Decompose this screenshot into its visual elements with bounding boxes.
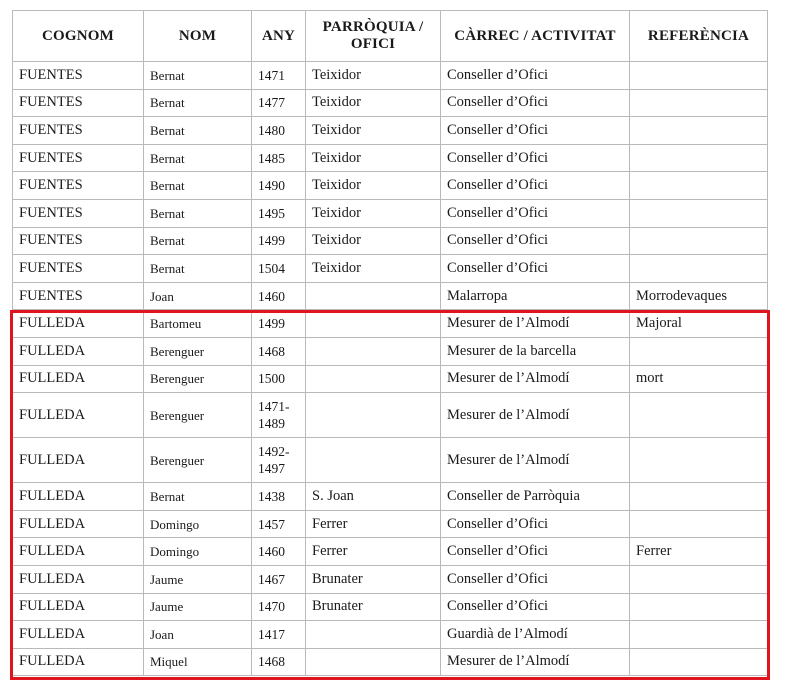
cell-parroquia: Ferrer [306, 538, 441, 566]
cell-carrec: Malarropa [441, 282, 630, 310]
cell-cognom: FUENTES [13, 62, 144, 90]
cell-cognom: FUENTES [13, 199, 144, 227]
cell-carrec: Conseller d’Ofici [441, 117, 630, 145]
cell-parroquia [306, 648, 441, 676]
cell-any: 1438 [252, 483, 306, 511]
cell-carrec: Conseller d’Ofici [441, 62, 630, 90]
cell-carrec: Mesurer de l’Almodí [441, 310, 630, 338]
cell-referencia [630, 593, 768, 621]
cell-any: 1468 [252, 648, 306, 676]
cell-referencia: Ferrer [630, 538, 768, 566]
cell-carrec: Conseller de Parròquia [441, 483, 630, 511]
cell-referencia [630, 621, 768, 649]
cell-nom: Bernat [144, 227, 252, 255]
cell-parroquia: Teixidor [306, 62, 441, 90]
cell-cognom: FULLEDA [13, 393, 144, 438]
cell-nom: Joan [144, 282, 252, 310]
cell-any: 1471-1489 [252, 393, 306, 438]
cell-any: 1457 [252, 510, 306, 538]
cell-referencia [630, 172, 768, 200]
cell-parroquia: Teixidor [306, 227, 441, 255]
cell-nom: Bernat [144, 172, 252, 200]
cell-any: 1470 [252, 593, 306, 621]
cell-any: 1468 [252, 337, 306, 365]
cell-carrec: Conseller d’Ofici [441, 565, 630, 593]
cell-carrec: Conseller d’Ofici [441, 255, 630, 283]
cell-nom: Jaume [144, 593, 252, 621]
cell-any: 1480 [252, 117, 306, 145]
table-row [13, 510, 768, 538]
cell-parroquia: Teixidor [306, 144, 441, 172]
cell-carrec: Conseller d’Ofici [441, 89, 630, 117]
cell-cognom: FULLEDA [13, 565, 144, 593]
cell-referencia [630, 89, 768, 117]
cell-carrec: Conseller d’Ofici [441, 199, 630, 227]
cell-referencia [630, 648, 768, 676]
cell-parroquia: Teixidor [306, 255, 441, 283]
table-row [13, 89, 768, 117]
cell-carrec: Conseller d’Ofici [441, 144, 630, 172]
cell-any: 1417 [252, 621, 306, 649]
cell-cognom: FULLEDA [13, 593, 144, 621]
cell-referencia [630, 337, 768, 365]
table-row [13, 538, 768, 566]
cell-parroquia [306, 310, 441, 338]
cell-nom: Berenguer [144, 337, 252, 365]
table-row [13, 62, 768, 90]
col-header-carrec: CÀRREC / ACTIVITAT [441, 11, 630, 62]
col-header-referencia: REFERÈNCIA [630, 11, 768, 62]
table-row [13, 648, 768, 676]
table-row [13, 255, 768, 283]
table-row [13, 565, 768, 593]
cell-parroquia: Teixidor [306, 89, 441, 117]
cell-any: 1485 [252, 144, 306, 172]
cell-any: 1500 [252, 365, 306, 393]
table-row [13, 282, 768, 310]
cell-referencia [630, 565, 768, 593]
cell-carrec: Guardià de l’Almodí [441, 621, 630, 649]
cell-nom: Bernat [144, 483, 252, 511]
cell-cognom: FULLEDA [13, 438, 144, 483]
cell-parroquia: Teixidor [306, 117, 441, 145]
cell-cognom: FUENTES [13, 117, 144, 145]
cell-any: 1504 [252, 255, 306, 283]
cell-cognom: FUENTES [13, 255, 144, 283]
cell-cognom: FULLEDA [13, 365, 144, 393]
col-header-cognom: COGNOM [13, 11, 144, 62]
cell-referencia [630, 144, 768, 172]
cell-carrec: Mesurer de l’Almodí [441, 438, 630, 483]
cell-any: 1460 [252, 282, 306, 310]
cell-referencia [630, 483, 768, 511]
cell-cognom: FUENTES [13, 144, 144, 172]
cell-referencia: mort [630, 365, 768, 393]
cell-referencia [630, 117, 768, 145]
cell-cognom: FULLEDA [13, 621, 144, 649]
cell-parroquia: Teixidor [306, 199, 441, 227]
table-row [13, 172, 768, 200]
cell-parroquia [306, 438, 441, 483]
cell-any: 1460 [252, 538, 306, 566]
cell-carrec: Mesurer de l’Almodí [441, 393, 630, 438]
cell-carrec: Conseller d’Ofici [441, 172, 630, 200]
cell-nom: Bernat [144, 117, 252, 145]
cell-parroquia [306, 365, 441, 393]
cell-parroquia [306, 393, 441, 438]
table-row [13, 337, 768, 365]
cell-any: 1490 [252, 172, 306, 200]
cell-referencia [630, 62, 768, 90]
table-row [13, 144, 768, 172]
cell-parroquia: Brunater [306, 565, 441, 593]
cell-nom: Bernat [144, 89, 252, 117]
table-row [13, 393, 768, 438]
cell-nom: Bernat [144, 62, 252, 90]
cell-any: 1495 [252, 199, 306, 227]
cell-carrec: Mesurer de l’Almodí [441, 648, 630, 676]
cell-nom: Bernat [144, 144, 252, 172]
table-row [13, 117, 768, 145]
cell-carrec: Conseller d’Ofici [441, 510, 630, 538]
cell-referencia: Majoral [630, 310, 768, 338]
cell-referencia [630, 438, 768, 483]
cell-referencia: Morrodevaques [630, 282, 768, 310]
cell-any: 1471 [252, 62, 306, 90]
cell-nom: Joan [144, 621, 252, 649]
cell-any: 1492-1497 [252, 438, 306, 483]
cell-cognom: FULLEDA [13, 510, 144, 538]
table-row [13, 199, 768, 227]
cell-carrec: Mesurer de la barcella [441, 337, 630, 365]
cell-carrec: Mesurer de l’Almodí [441, 365, 630, 393]
cell-cognom: FULLEDA [13, 648, 144, 676]
col-header-any: ANY [252, 11, 306, 62]
cell-nom: Bernat [144, 199, 252, 227]
records-table [12, 10, 768, 676]
cell-parroquia: Teixidor [306, 172, 441, 200]
cell-nom: Domingo [144, 510, 252, 538]
cell-nom: Berenguer [144, 365, 252, 393]
cell-cognom: FUENTES [13, 227, 144, 255]
cell-nom: Bernat [144, 255, 252, 283]
cell-parroquia [306, 282, 441, 310]
header-row [13, 11, 768, 62]
cell-referencia [630, 199, 768, 227]
cell-cognom: FULLEDA [13, 310, 144, 338]
cell-referencia [630, 393, 768, 438]
cell-cognom: FULLEDA [13, 483, 144, 511]
cell-nom: Jaume [144, 565, 252, 593]
col-header-nom: NOM [144, 11, 252, 62]
cell-nom: Berenguer [144, 393, 252, 438]
cell-parroquia: Brunater [306, 593, 441, 621]
cell-referencia [630, 510, 768, 538]
cell-any: 1477 [252, 89, 306, 117]
cell-carrec: Conseller d’Ofici [441, 593, 630, 621]
cell-parroquia [306, 621, 441, 649]
cell-nom: Miquel [144, 648, 252, 676]
cell-any: 1499 [252, 310, 306, 338]
cell-cognom: FUENTES [13, 282, 144, 310]
table-row [13, 365, 768, 393]
cell-referencia [630, 227, 768, 255]
cell-parroquia: Ferrer [306, 510, 441, 538]
cell-cognom: FUENTES [13, 172, 144, 200]
cell-nom: Domingo [144, 538, 252, 566]
table-row [13, 438, 768, 483]
cell-nom: Berenguer [144, 438, 252, 483]
cell-any: 1499 [252, 227, 306, 255]
cell-cognom: FULLEDA [13, 538, 144, 566]
cell-cognom: FULLEDA [13, 337, 144, 365]
table-row [13, 310, 768, 338]
cell-parroquia: S. Joan [306, 483, 441, 511]
cell-carrec: Conseller d’Ofici [441, 538, 630, 566]
cell-cognom: FUENTES [13, 89, 144, 117]
cell-any: 1467 [252, 565, 306, 593]
cell-carrec: Conseller d’Ofici [441, 227, 630, 255]
table-row [13, 593, 768, 621]
col-header-parroquia: PARRÒQUIA / OFICI [306, 11, 441, 62]
cell-referencia [630, 255, 768, 283]
table-row [13, 621, 768, 649]
cell-parroquia [306, 337, 441, 365]
cell-nom: Bartomeu [144, 310, 252, 338]
table-row [13, 483, 768, 511]
table-row [13, 227, 768, 255]
